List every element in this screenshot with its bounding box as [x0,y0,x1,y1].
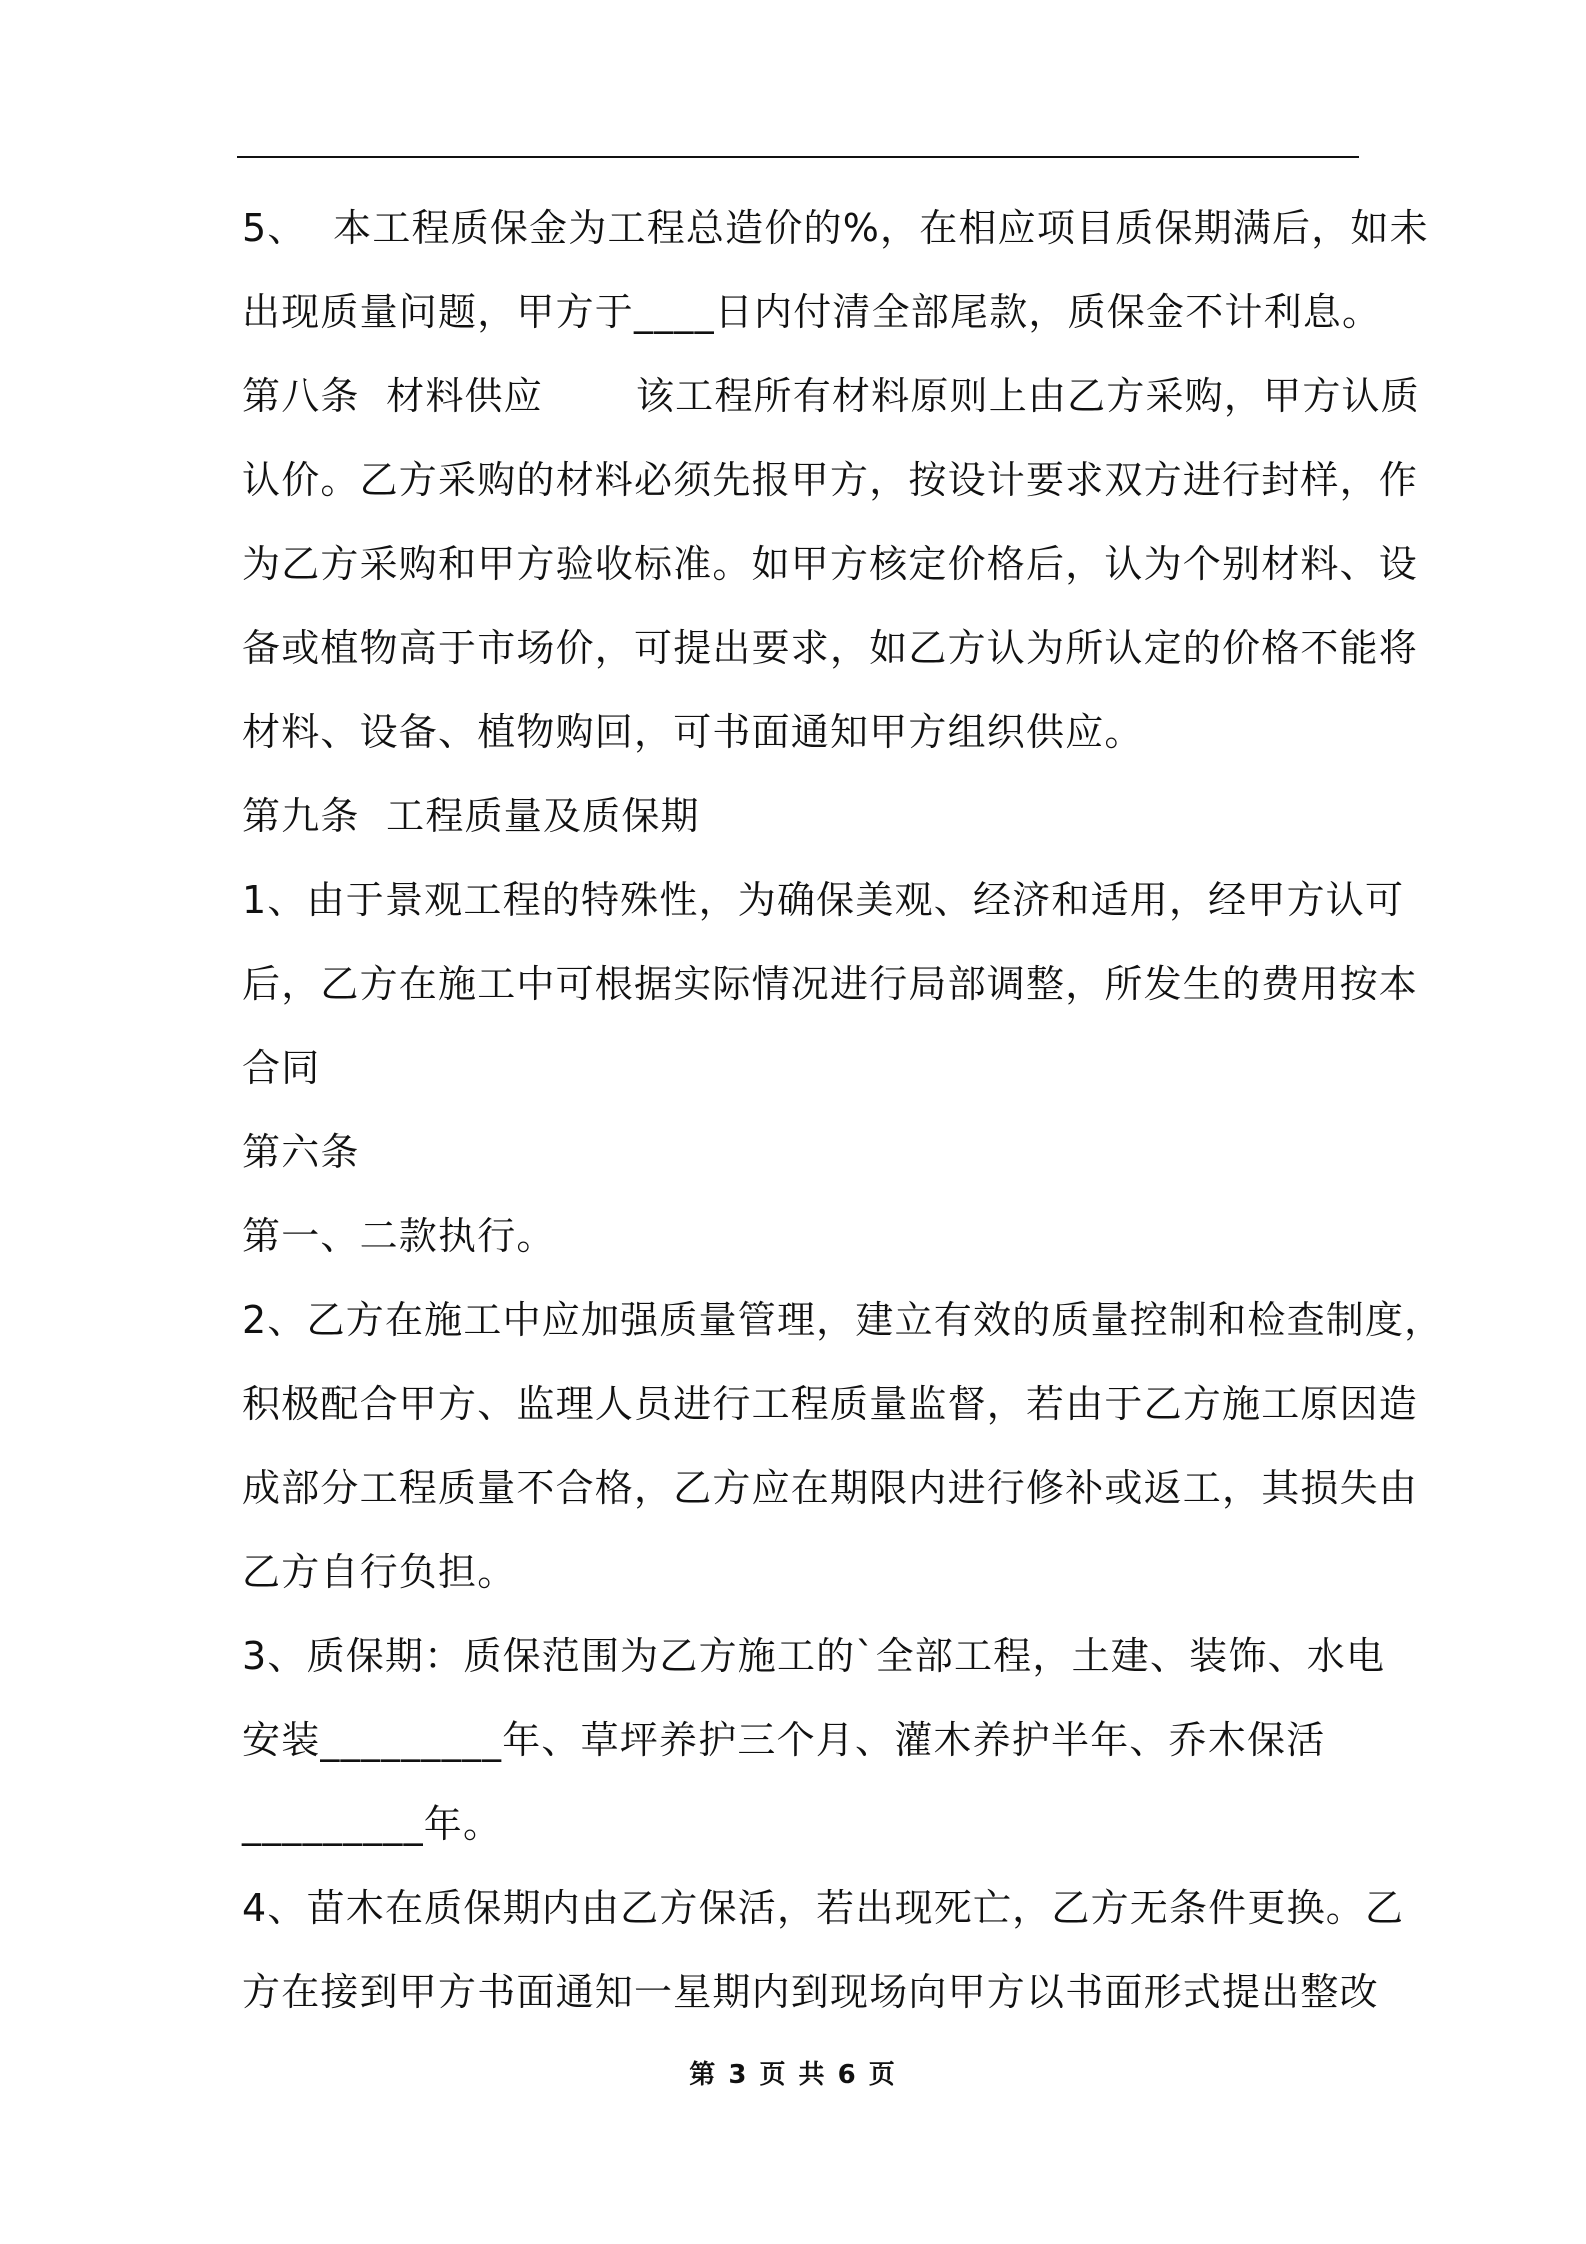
paragraph-line: 合同 [242,1046,321,1090]
paragraph-line: 安装_________年、草坪养护三个月、灌木养护半年、乔木保活 [242,1718,1326,1762]
paragraph-line: 积极配合甲方、监理人员进行工程质量监督，若由于乙方施工原因造 [242,1382,1419,1426]
paragraph-line: 为乙方采购和甲方验收标准。如甲方核定价格后，认为个别材料、设 [242,542,1419,586]
paragraph-line: 3、质保期：质保范围为乙方施工的`全部工程，土建、装饰、水电 [242,1634,1386,1678]
paragraph-line: 2、乙方在施工中应加强质量管理，建立有效的质量控制和检查制度， [242,1298,1444,1342]
paragraph-line: 乙方自行负担。 [242,1550,517,1594]
paragraph-line: 1、由于景观工程的特殊性，为确保美观、经济和适用，经甲方认可 [242,878,1405,922]
paragraph-line: _________年。 [242,1802,503,1846]
paragraph-line: 第六条 [242,1130,360,1174]
paragraph-line: 第一、二款执行。 [242,1214,556,1258]
paragraph-line: 出现质量问题，甲方于____日内付清全部尾款，质保金不计利息。 [242,290,1382,334]
header-rule [237,156,1359,158]
paragraph-line: 方在接到甲方书面通知一星期内到现场向甲方以书面形式提出整改 [242,1970,1379,2014]
paragraph-line: 第八条 材料供应 该工程所有材料原则上由乙方采购，甲方认质 [242,374,1420,418]
paragraph-line: 材料、设备、植物购回，可书面通知甲方组织供应。 [242,710,1144,754]
paragraph-line: 认价。乙方采购的材料必须先报甲方，按设计要求双方进行封样，作 [242,458,1419,502]
page-number-footer: 第 3 页 共 6 页 [689,2060,897,2090]
paragraph-line: 后，乙方在施工中可根据实际情况进行局部调整，所发生的费用按本 [242,962,1419,1006]
paragraph-line: 成部分工程质量不合格，乙方应在期限内进行修补或返工，其损失由 [242,1466,1419,1510]
paragraph-line: 5、 本工程质保金为工程总造价的%，在相应项目质保期满后，如未 [242,206,1429,250]
section-heading: 第九条 工程质量及质保期 [242,794,700,838]
paragraph-line: 备或植物高于市场价，可提出要求，如乙方认为所认定的价格不能将 [242,626,1419,670]
paragraph-line: 4、苗木在质保期内由乙方保活，若出现死亡，乙方无条件更换。乙 [242,1886,1405,1930]
